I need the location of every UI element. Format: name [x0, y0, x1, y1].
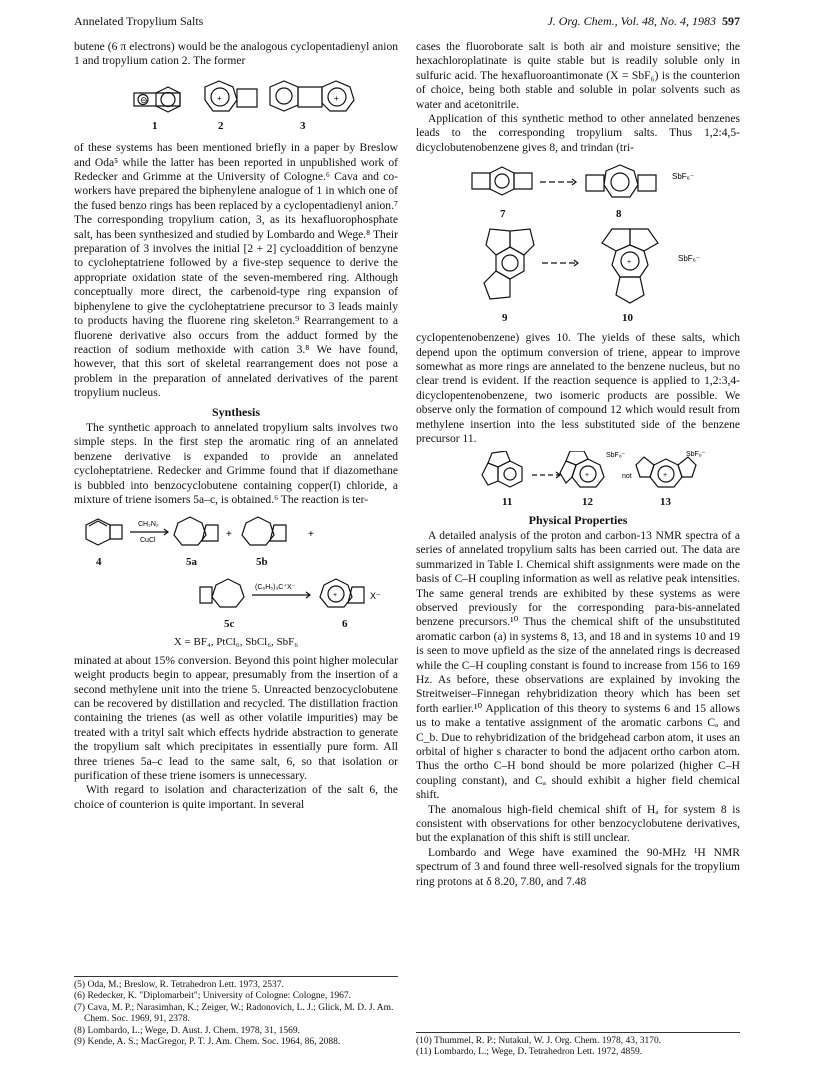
paragraph: With regard to isolation and characterization of the salt 6, the choice of counterion is quite important. In several	[74, 784, 398, 811]
footnotes-left	[74, 976, 398, 1048]
left-column	[74, 40, 398, 812]
compound-label: 7	[500, 208, 506, 221]
running-title: Annelated Tropylium Salts	[74, 14, 204, 28]
page-number: 597	[722, 14, 740, 28]
anion-label: SbF₆⁻	[672, 172, 695, 182]
not-label: not	[622, 472, 632, 480]
compound-2-structure	[205, 81, 257, 111]
footnote-rule	[74, 976, 398, 977]
scheme-compounds-1-3	[74, 73, 398, 137]
paragraph: Application of this synthetic method to other annelated benzenes leads to the corresponding tropylium salts. Thus 1,2:4,5-dicyclobutenobenzene gives 8, and trindan (tri-	[416, 113, 740, 154]
journal-page	[74, 14, 740, 1064]
paragraph: cases the fluoroborate salt is both air and moisture sensitive; the hexachloroplatinate is quite stable but is readily soluble only in sulfuric acid. The hexafluoroantimonate (X = SbF₆) is the counterion of choice, being both stable and soluble in polar solvents such as water and acetonitrile.	[416, 41, 740, 111]
counterion-definition: X = BF₄, PtCl₆, SbCl₆, SbF₆	[173, 636, 299, 649]
footnote: (8) Lombardo, L.; Wege, D. Aust. J. Chem. 1978, 31, 1569.	[74, 1025, 300, 1036]
footnote: (7) Cava, M. P.; Narasimhan, K.; Zeiger, W.; Radonovich, L. J.; Glick, M. D. J. Am. Chem. Soc. 1969, 91, 2378.	[74, 1002, 394, 1025]
right-column	[416, 40, 740, 889]
svg-text:+: +	[308, 529, 314, 541]
compound-label: 5a	[186, 556, 197, 569]
footnote: (11) Lombardo, L.; Wege, D. Tetrahedron Lett. 1972, 4859.	[416, 1047, 643, 1058]
footnote: (6) Redecker, K. "Diplomarbeit"; University of Cologne: Cologne, 1967.	[74, 991, 352, 1002]
footnotes-right	[416, 1032, 740, 1059]
svg-text:+: +	[217, 93, 222, 103]
reagent-label: CH₂N₂	[138, 521, 159, 529]
compound-label: 1	[152, 119, 158, 132]
paragraph: The anomalous high-field chemical shift of Hₐ for system 8 is consistent with observations for other benzocyclobutene derivatives, but the explanation of this shift is still unclear.	[416, 803, 740, 845]
compound-label: 13	[660, 495, 671, 508]
anion-label: SbF₆⁻	[678, 254, 701, 264]
svg-text:+: +	[627, 259, 632, 267]
svg-text:⊖: ⊖	[140, 94, 148, 105]
footnote: (5) Oda, M.; Breslow, R. Tetrahedron Lett. 1973, 2537.	[74, 980, 284, 990]
anion-label: SbF₆⁻	[606, 451, 626, 459]
paragraph: butene (6 π electrons) would be the analogous cyclopentadienyl anion 1 and tropylium cation 2. The former	[74, 41, 398, 68]
anion-label: X⁻	[370, 591, 381, 602]
compound-label: 9	[502, 312, 508, 325]
scheme-compound-9-10	[416, 225, 740, 327]
compound-label: 5b	[256, 556, 268, 569]
compound-3-structure	[270, 81, 354, 111]
anion-label: SbF₆⁻	[686, 450, 706, 458]
scheme-hydride-abstraction	[74, 573, 398, 631]
compound-label: 3	[300, 119, 306, 132]
svg-text:+: +	[663, 471, 668, 479]
paragraph: of these systems has been mentioned briefly in a paper by Breslow and Oda⁵ while the latter has been reported in unpublished work of Redecker and Grimme at the University of Cologne.⁶ Cava and co-workers have prepared the biphenylene analogue of 1 in which one of the fused benzo rings has been replaced by a cyclopentadienyl anion.⁷ The corresponding tropylium cation, 3, as its hexafluorophosphate salt, has been synthesized and studied by Lombardo and Wege.⁸ Their preparation of 3 involves the initial [2 + 2] cycloaddition of benzyne to cycloheptatriene followed by a five-step sequence to derive the appropriate oxidation state of the seven-membered ring. Although conceptually more direct, the carbenoid-type ring expansion of biphenylene to give the cycloheptatriene precursor to 3 leads mainly to products having the fluorene ring skeleton.⁹ Rearrangement to a fluorene derivative also occurs from the adduct formed by the reaction of sodium methoxide with cation 3.⁸ We have found, however, that this sort of skeletal rearrangement does not pose a problem in the preparation of annelated derivatives of the parent tropylium nucleus.	[74, 142, 398, 400]
compound-label: 4	[96, 556, 102, 569]
footnote: (9) Kende, A. S.; MacGregor, P. T. J. Am. Chem. Soc. 1964, 86, 2088.	[74, 1037, 341, 1048]
section-title-synthesis: Synthesis	[211, 404, 261, 419]
paragraph: minated at about 15% conversion. Beyond this point higher molecular weight products begin to appear, presumably from the insertion of a second methylene unit into the triene 5. Unreacted benzocyclobutene can be recovered by distillation and recycled. The distillation fraction containing the trienes (as well as other volatile impurities) may be treated with a trityl salt which effects hydride abstraction to generate the tropylium salt which precipitates in essentially pure form. All three trienes 5a–c lead to the same salt, 6, so that isolation or purification of these triene isomers is unnecessary.	[74, 654, 398, 783]
scheme-compounds-11-13	[416, 451, 740, 509]
compound-label: 6	[342, 618, 348, 631]
paragraph: A detailed analysis of the proton and carbon-13 NMR spectra of a series of annelated tropylium salts has been carried out. The data are summarized in Table I. Chemical shift assignments were made on the basis of C–H coupling information as well as relative peak intensities. The same general trends are exhibited by these systems as were observed previously for the corresponding para-bis-annelated benzene precursors.¹⁰ Thus the chemical shift of the unsubstituted aromatic carbon (a) in systems 8, 13, and 18 and in systems 10 and 19 is seen to move upfield as the size of the annelated rings is decreased while the C–H coupling constant is found to increase from 156 to 169 Hz. As before, these observations are explained by invoking the Streitweiser–Finnegan rehybridization theory which has been set forth earlier.¹⁰ Application of this theory to systems 6 and 15 allows us to make a tentative assignment of the aromatic carbons Cₐ and C_b. Due to rehybridization of the bridgehead carbon atom, it uses an orbital of higher s character to bond the adjacent ortho carbon atom. Thus the ortho C–H bond should be more polarized (higher C–H coupling constant), and Cₐ should exhibit a higher field chemical shift.	[416, 529, 740, 802]
paragraph: cyclopentenobenzene) gives 10. The yields of these salts, which depend upon the optimum conversion of triene, appear to improve somewhat as more rings are annelated to the benzene nucleus, but no clear trend is evident. If the reaction sequence is applied to 1,2:3,4-dicyclopentenobenzene, two isomeric products are possible. We observe only the formation of compound 12 which would result from methylene insertion into the less substituted side of the benzene precursor 11.	[416, 332, 740, 446]
compound-label: 10	[622, 312, 633, 325]
compound-label: 5c	[224, 618, 235, 631]
footnote: (10) Thummel, R. P.; Nutakul, W. J. Org. Chem. 1978, 43, 3170.	[416, 1036, 662, 1046]
svg-text:+: +	[226, 529, 232, 541]
compound-label: 8	[616, 208, 622, 221]
scheme-ring-expansion	[74, 511, 398, 569]
paragraph: The synthetic approach to annelated tropylium salts involves two simple steps. In the first step the aromatic ring of an annelated benzene derivative is expanded to provide an annelated cycloheptatriene. Redecker and Grimme found that if diazomethane is bubbled into benzocyclobutene containing copper(I) chloride, a mixture of triene isomers 5a–c, is obtained.⁶ The reaction is ter-	[74, 421, 398, 506]
svg-text:+: +	[334, 93, 339, 103]
journal-citation: J. Org. Chem., Vol. 48, No. 4, 1983 597	[547, 14, 740, 28]
reagent-label: (C₆H₅)₃C⁺X⁻	[255, 584, 296, 592]
scheme-compound-7-8	[416, 159, 740, 221]
svg-text:+: +	[333, 592, 338, 600]
section-title-physical-properties: Physical Properties	[528, 512, 628, 527]
reagent-label: CuCl	[140, 537, 156, 545]
svg-text:+: +	[585, 471, 590, 479]
compound-label: 2	[218, 119, 224, 132]
compound-label: 11	[502, 495, 513, 508]
footnote-rule	[416, 1032, 740, 1033]
compound-label: 12	[582, 495, 593, 508]
paragraph: Lombardo and Wege have examined the 90-MHz ¹H NMR spectrum of 3 and found three well-resolved signals for the tropylium ring protons at δ 8.20, 7.80, and 7.48	[416, 846, 740, 888]
